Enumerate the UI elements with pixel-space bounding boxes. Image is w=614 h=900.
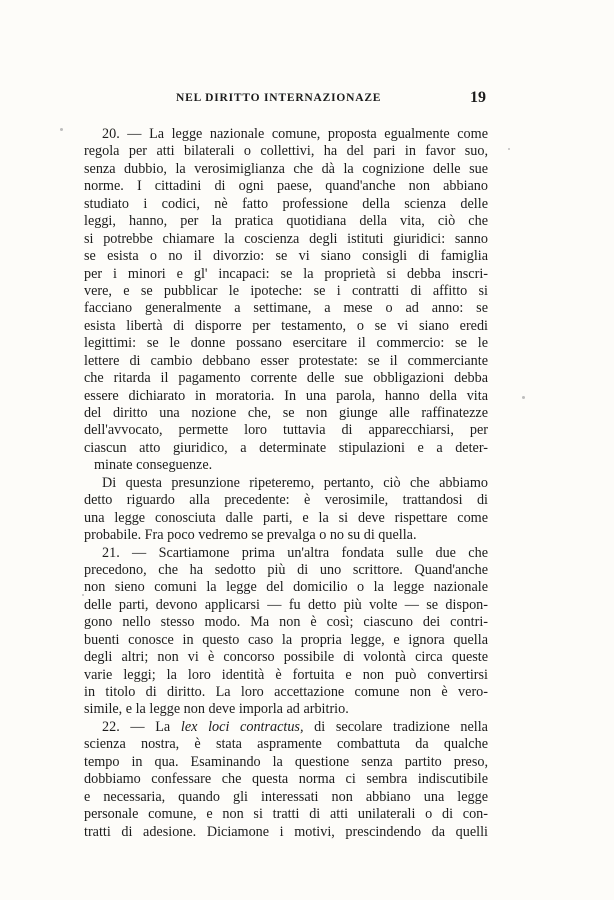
text-line: tratti di adesione. Diciamone i motivi, prescindendo da quelli bbox=[84, 823, 488, 840]
text-line: delle parti, devono applicarsi — fu detto più volte — se dispon- bbox=[84, 596, 488, 613]
text-line: precedono, che ha sedotto più di uno scrittore. Quand'anche bbox=[84, 561, 488, 578]
text-line: varie leggi; la loro identità è fortuita e non può convertirsi bbox=[84, 666, 488, 683]
text-line: esista libertà di disporre per testamento, o se vi siano eredi bbox=[84, 317, 488, 334]
text-line: e necessaria, quando gli interessati non abbiano una legge bbox=[84, 788, 488, 805]
text-line: dell'avvocato, permette loro tuttavia di apparecchiarsi, per bbox=[84, 422, 488, 439]
paper-speck bbox=[508, 148, 510, 150]
running-head bbox=[176, 89, 486, 110]
text-line: non sieno comuni la legge del domicilio o la legge nazionale bbox=[84, 579, 488, 596]
text-line: Di questa presunzione ripeteremo, pertanto, ciò che abbiamo bbox=[102, 474, 488, 491]
text-line: senza dubbio, la verosimiglianza che dà la cognizione delle sue bbox=[84, 160, 488, 177]
text-line: studiato i codici, nè fatto professione della scienza delle bbox=[84, 195, 488, 212]
body-text bbox=[84, 126, 488, 841]
text-line: simile, e la legge non deve imporla ad arbitrio. bbox=[84, 701, 349, 718]
text-line: legittimi: se le donne possano esercitare il commercio: se le bbox=[84, 335, 488, 352]
text-line: che ritarda il pagamento corrente delle sue obbligazioni debba bbox=[84, 370, 488, 387]
text-line: se esista o no il divorzio: se vi siano consigli di famiglia bbox=[84, 248, 488, 265]
text-line: per i minori e gl' incapaci: se la proprietà si debba inscri- bbox=[84, 265, 488, 282]
paper-speck bbox=[522, 396, 525, 399]
text-line: essere dichiarato in moratoria. In una parola, hanno della vita bbox=[84, 387, 488, 404]
text-line: facciano generalmente a settimane, a mese o ad anno: se bbox=[84, 300, 488, 317]
text-line: regola per atti bilaterali o collettivi, ha del pari in favor suo, bbox=[84, 143, 488, 160]
latin-phrase: lex loci contractus, bbox=[180, 718, 304, 735]
text-line: 20. — La legge nazionale comune, proposta egualmente come bbox=[102, 126, 488, 142]
text-line: degli altri; non vi è concorso possibile di volontà circa queste bbox=[84, 649, 488, 666]
text-line: del diritto una nozione che, se non giunge alle raffinatezze bbox=[84, 405, 488, 421]
running-title: NEL DIRITTO INTERNAZIONAZE bbox=[176, 92, 382, 104]
text-line: si potrebbe chiamare la coscienza degli istituti giuridici: sanno bbox=[84, 230, 488, 247]
text-line: scienza nostra, è stata aspramente combattuta da qualche bbox=[84, 736, 488, 753]
text-line: lettere di cambio debbano esser protestate: se il commerciante bbox=[84, 352, 488, 369]
text-line: tempo in qua. Esaminando la questione senza partito preso, bbox=[84, 753, 488, 770]
text-line bbox=[84, 719, 488, 736]
paper-speck bbox=[60, 128, 63, 131]
text-run: di secolare tradizione nella bbox=[314, 718, 488, 735]
text-line: probabile. Fra poco vedremo se prevalga o no su di quella. bbox=[84, 527, 417, 544]
text-line: vere, e se pubblicar le ipoteche: se i contratti di affitto si bbox=[84, 282, 488, 299]
text-line: minate conseguenze. bbox=[94, 457, 213, 474]
paper-speck bbox=[82, 594, 84, 596]
text-line: gono nello stesso modo. Ma non è così; ciascuno dei contri- bbox=[84, 614, 488, 631]
text-line: leggi, hanno, per la pratica quotidiana della vita, ciò che bbox=[84, 213, 488, 230]
text-line: detto riguardo alla precedente: è verosimile, trattandosi di bbox=[84, 492, 488, 509]
text-run: 22. — La bbox=[102, 718, 171, 735]
text-line: buenti conosce in questo caso la propria legge, e ignora quella bbox=[84, 631, 488, 648]
text-line: personale comune, e non si tratti di atti unilaterali o di con- bbox=[84, 806, 488, 823]
text-line: dobbiamo confessare che questa norma ci sembra indiscutibile bbox=[84, 771, 488, 788]
text-line: norme. I cittadini di ogni paese, quand'anche non abbiano bbox=[84, 178, 488, 195]
text-line: in titolo di diritto. La loro accettazione comune non è vero- bbox=[84, 684, 488, 700]
text-line: ciascun atto giuridico, a determinate stipulazioni e a deter- bbox=[84, 439, 488, 456]
page-number: 19 bbox=[470, 89, 486, 106]
text-line: una legge conosciuta dalle parti, e la si deve rispettare come bbox=[84, 509, 488, 526]
text-line: 21. — Scartiamone prima un'altra fondata sulle due che bbox=[102, 544, 488, 561]
